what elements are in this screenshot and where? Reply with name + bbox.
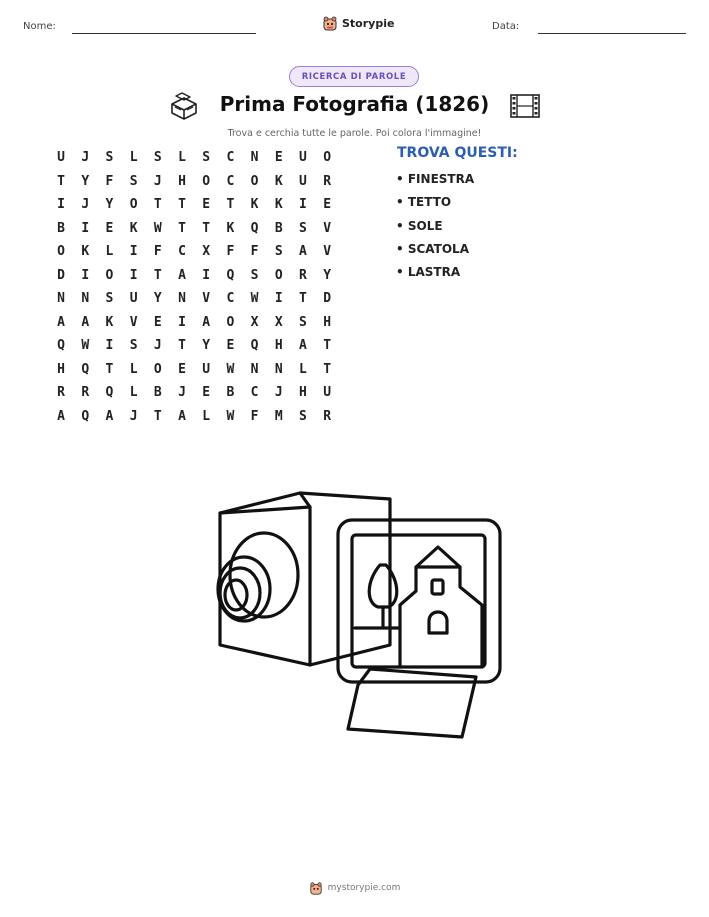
grid-letter[interactable]: K	[105, 314, 114, 330]
grid-letter[interactable]: Q	[81, 361, 90, 377]
grid-row	[49, 193, 339, 217]
grid-letter[interactable]: T	[299, 291, 307, 307]
grid-row	[49, 287, 339, 311]
grid-letter[interactable]: O	[226, 314, 235, 330]
grid-letter[interactable]: I	[81, 267, 90, 283]
grid-letter[interactable]: J	[153, 338, 162, 354]
grid-letter[interactable]: S	[153, 150, 162, 166]
grid-letter[interactable]: N	[81, 291, 90, 307]
grid-letter[interactable]: U	[299, 173, 307, 189]
word-item: • TETTO	[396, 195, 474, 218]
grid-letter[interactable]: L	[129, 385, 138, 401]
grid-letter[interactable]: I	[105, 338, 114, 354]
grid-letter[interactable]: O	[153, 361, 162, 377]
grid-letter[interactable]: B	[57, 220, 65, 236]
grid-letter[interactable]: U	[299, 150, 307, 166]
grid-letter[interactable]: T	[178, 197, 186, 213]
grid-letter[interactable]: E	[153, 314, 162, 330]
film-strip-icon	[509, 93, 541, 119]
grid-letter[interactable]: R	[81, 385, 90, 401]
grid-row	[49, 358, 339, 382]
grid-letter[interactable]: S	[250, 267, 259, 283]
grid-letter[interactable]: J	[129, 408, 138, 424]
grid-letter[interactable]: U	[323, 385, 332, 401]
grid-letter[interactable]: S	[299, 408, 307, 424]
grid-letter[interactable]: E	[323, 197, 332, 213]
grid-letter[interactable]: A	[81, 314, 90, 330]
word-item: • SOLE	[396, 219, 474, 242]
grid-letter[interactable]: N	[178, 291, 186, 307]
grid-letter[interactable]: O	[323, 150, 332, 166]
grid-letter[interactable]: W	[153, 220, 162, 236]
storypie-mascot-icon	[309, 881, 323, 895]
grid-letter[interactable]: A	[57, 408, 65, 424]
grid-letter[interactable]: S	[299, 220, 307, 236]
grid-letter[interactable]: H	[178, 173, 186, 189]
grid-letter[interactable]: O	[57, 244, 65, 260]
grid-letter[interactable]: O	[250, 173, 259, 189]
grid-letter[interactable]: K	[274, 173, 283, 189]
grid-letter[interactable]: I	[202, 267, 211, 283]
grid-row	[49, 311, 339, 335]
grid-letter[interactable]: F	[250, 244, 259, 260]
grid-letter[interactable]: L	[129, 361, 138, 377]
instructions: Trova e cerchia tutte le parole. Poi colora l'immagine!	[227, 128, 482, 139]
grid-letter[interactable]: I	[129, 267, 138, 283]
grid-letter[interactable]: O	[202, 173, 211, 189]
grid-letter[interactable]: T	[105, 361, 114, 377]
grid-letter[interactable]: W	[226, 408, 235, 424]
grid-letter[interactable]: E	[274, 150, 283, 166]
grid-letter[interactable]: V	[323, 244, 332, 260]
grid-letter[interactable]: H	[299, 385, 307, 401]
grid-letter[interactable]: C	[226, 291, 235, 307]
storypie-mascot-icon	[322, 15, 338, 31]
name-label: Nome:	[23, 21, 56, 32]
grid-letter[interactable]: T	[323, 338, 332, 354]
grid-letter[interactable]: R	[57, 385, 65, 401]
grid-letter[interactable]: A	[105, 408, 114, 424]
grid-letter[interactable]: K	[226, 220, 235, 236]
word-list-title: TROVA QUESTI:	[397, 145, 518, 161]
grid-letter[interactable]: Q	[226, 267, 235, 283]
grid-letter[interactable]: U	[57, 150, 65, 166]
grid-letter[interactable]: S	[129, 173, 138, 189]
grid-letter[interactable]: O	[274, 267, 283, 283]
grid-letter[interactable]: Q	[81, 408, 90, 424]
grid-letter[interactable]: T	[202, 220, 211, 236]
grid-letter[interactable]: W	[81, 338, 90, 354]
grid-letter[interactable]: A	[178, 408, 186, 424]
grid-letter[interactable]: D	[323, 291, 332, 307]
grid-letter[interactable]: L	[202, 408, 211, 424]
grid-letter[interactable]: V	[202, 291, 211, 307]
grid-row	[49, 170, 339, 194]
grid-letter[interactable]: N	[274, 361, 283, 377]
word-list	[396, 172, 474, 288]
grid-letter[interactable]: I	[129, 244, 138, 260]
word-item: • SCATOLA	[396, 242, 474, 265]
activity-badge: RICERCA DI PAROLE	[289, 66, 419, 87]
grid-letter[interactable]: Q	[250, 220, 259, 236]
word-item: • LASTRA	[396, 265, 474, 288]
grid-row	[49, 264, 339, 288]
grid-letter[interactable]: A	[299, 244, 307, 260]
grid-row	[49, 217, 339, 241]
grid-letter[interactable]: Q	[250, 338, 259, 354]
word-item: • FINESTRA	[396, 172, 474, 195]
grid-letter[interactable]: N	[250, 150, 259, 166]
grid-letter[interactable]: S	[129, 338, 138, 354]
grid-letter[interactable]: J	[81, 197, 90, 213]
grid-letter[interactable]: D	[57, 267, 65, 283]
grid-letter[interactable]: W	[226, 361, 235, 377]
grid-letter[interactable]: I	[274, 291, 283, 307]
grid-letter[interactable]: A	[202, 314, 211, 330]
grid-letter[interactable]: X	[274, 314, 283, 330]
grid-letter[interactable]: C	[250, 385, 259, 401]
grid-letter[interactable]: Y	[323, 267, 332, 283]
grid-letter[interactable]: F	[153, 244, 162, 260]
grid-letter[interactable]: X	[202, 244, 211, 260]
grid-letter[interactable]: X	[250, 314, 259, 330]
grid-letter[interactable]: Y	[202, 338, 211, 354]
grid-letter[interactable]: S	[105, 291, 114, 307]
grid-letter[interactable]: L	[178, 150, 186, 166]
grid-letter[interactable]: R	[323, 173, 332, 189]
grid-letter[interactable]: B	[274, 220, 283, 236]
grid-row	[49, 146, 339, 170]
grid-letter[interactable]: I	[81, 220, 90, 236]
grid-letter[interactable]: S	[274, 244, 283, 260]
grid-letter[interactable]: J	[81, 150, 90, 166]
grid-letter[interactable]: K	[81, 244, 90, 260]
grid-letter[interactable]: E	[178, 361, 186, 377]
grid-letter[interactable]: Q	[105, 385, 114, 401]
grid-letter[interactable]: M	[274, 408, 283, 424]
grid-letter[interactable]: F	[250, 408, 259, 424]
grid-letter[interactable]: C	[226, 173, 235, 189]
brand-logo	[322, 14, 394, 32]
grid-letter[interactable]: O	[129, 197, 138, 213]
grid-letter[interactable]: F	[226, 244, 235, 260]
grid-letter[interactable]: H	[274, 338, 283, 354]
grid-letter[interactable]: K	[250, 197, 259, 213]
grid-letter[interactable]: C	[178, 244, 186, 260]
grid-letter[interactable]: Y	[105, 197, 114, 213]
grid-letter[interactable]: Y	[153, 291, 162, 307]
grid-letter[interactable]: V	[129, 314, 138, 330]
grid-letter[interactable]: T	[153, 267, 162, 283]
grid-letter[interactable]: C	[226, 150, 235, 166]
grid-letter[interactable]: N	[57, 291, 65, 307]
grid-letter[interactable]: T	[153, 197, 162, 213]
grid-letter[interactable]: S	[105, 150, 114, 166]
grid-letter[interactable]: E	[202, 197, 211, 213]
grid-letter[interactable]: S	[202, 150, 211, 166]
grid-letter[interactable]: H	[323, 314, 332, 330]
grid-letter[interactable]: A	[178, 267, 186, 283]
grid-letter[interactable]: T	[153, 408, 162, 424]
grid-letter[interactable]: Y	[81, 173, 90, 189]
grid-letter[interactable]: J	[153, 173, 162, 189]
grid-letter[interactable]: N	[250, 361, 259, 377]
grid-letter[interactable]: Q	[57, 338, 65, 354]
grid-row	[49, 334, 339, 358]
grid-letter[interactable]: I	[178, 314, 186, 330]
grid-letter[interactable]: I	[57, 197, 65, 213]
grid-row	[49, 405, 339, 429]
footer-url: mystorypie.com	[327, 883, 401, 893]
grid-letter[interactable]: O	[105, 267, 114, 283]
grid-letter[interactable]: L	[129, 150, 138, 166]
grid-letter[interactable]: S	[299, 314, 307, 330]
grid-letter[interactable]: K	[274, 197, 283, 213]
grid-letter[interactable]: A	[299, 338, 307, 354]
grid-letter[interactable]: L	[299, 361, 307, 377]
grid-letter[interactable]: T	[178, 220, 186, 236]
grid-letter[interactable]: U	[202, 361, 211, 377]
grid-letter[interactable]: U	[129, 291, 138, 307]
grid-letter[interactable]: A	[57, 314, 65, 330]
word-search-grid[interactable]	[49, 146, 339, 428]
grid-letter[interactable]: E	[202, 385, 211, 401]
grid-letter[interactable]: T	[178, 338, 186, 354]
grid-letter[interactable]: E	[105, 220, 114, 236]
date-line[interactable]	[538, 33, 686, 34]
footer	[0, 881, 709, 895]
page-title: Prima Fotografia (1826)	[219, 92, 490, 116]
grid-letter[interactable]: H	[57, 361, 65, 377]
grid-letter[interactable]: R	[323, 408, 332, 424]
grid-letter[interactable]: W	[250, 291, 259, 307]
brand-name: Storypie	[342, 16, 395, 30]
grid-letter[interactable]: T	[226, 197, 235, 213]
grid-letter[interactable]: B	[153, 385, 162, 401]
grid-letter[interactable]: T	[323, 361, 332, 377]
grid-letter[interactable]: T	[57, 173, 65, 189]
grid-letter[interactable]: K	[129, 220, 138, 236]
date-label: Data:	[492, 21, 520, 32]
grid-letter[interactable]: V	[323, 220, 332, 236]
grid-letter[interactable]: B	[226, 385, 235, 401]
grid-letter[interactable]: I	[299, 197, 307, 213]
grid-row	[49, 381, 339, 405]
grid-letter[interactable]: E	[226, 338, 235, 354]
grid-letter[interactable]: F	[105, 173, 114, 189]
grid-row	[49, 240, 339, 264]
grid-letter[interactable]: J	[274, 385, 283, 401]
name-line[interactable]	[72, 33, 256, 34]
grid-letter[interactable]: J	[178, 385, 186, 401]
grid-letter[interactable]: R	[299, 267, 307, 283]
camera-obscura-coloring-illustration[interactable]	[200, 485, 520, 745]
grid-letter[interactable]: L	[105, 244, 114, 260]
